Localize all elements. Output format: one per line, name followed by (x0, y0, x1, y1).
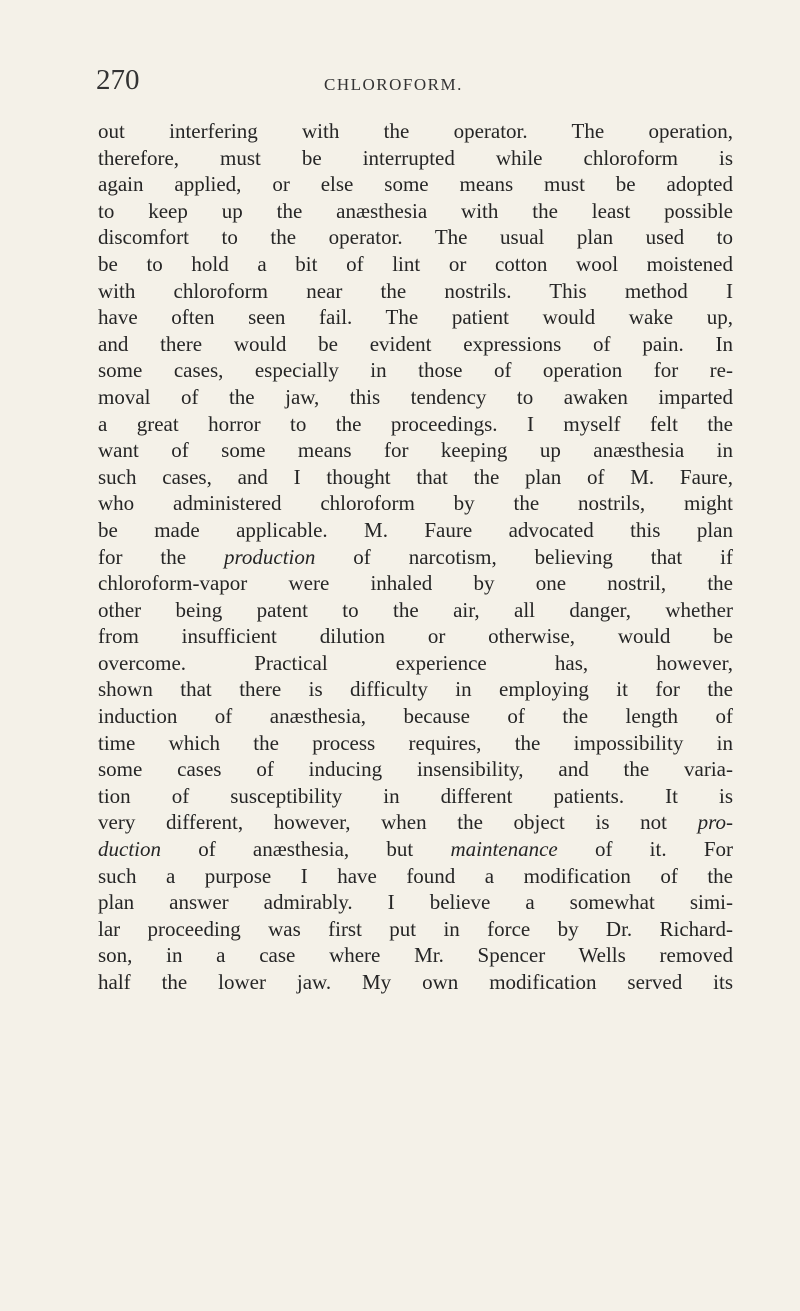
text-line: half the lower jaw. My own modification served its (98, 970, 733, 994)
text-segment: for the (98, 544, 224, 569)
italic-text: pro- (697, 810, 733, 835)
text-line: chloroform-vapor were inhaled by one nostril, the (98, 571, 733, 596)
text-line: induction of anæsthesia, because of the length of (98, 704, 733, 729)
text-segment: very different, however, when the object is not (98, 810, 698, 835)
text-segment: of anæsthesia, but (161, 837, 451, 862)
text-line: therefore, must be interrupted while chloroform is (98, 145, 733, 170)
text-line: lar proceeding was first put in force by Dr. Richard- (98, 916, 733, 941)
text-line: again applied, or else some means must be adopted (98, 172, 733, 197)
text-line: other being patent to the air, all danger, whether (98, 597, 733, 622)
text-line: out interfering with the operator. The operation, (98, 119, 733, 143)
text-line (98, 836, 733, 863)
text-line (98, 809, 733, 836)
text-line: some cases, especially in those of operation for re- (98, 358, 733, 383)
text-line: shown that there is difficulty in employing it for the (98, 677, 733, 702)
text-line: who administered chloroform by the nostrils, might (98, 491, 733, 516)
text-segment: of narcotism, believing that if (315, 544, 733, 569)
text-line: a great horror to the proceedings. I myself felt the (98, 411, 733, 436)
body-text (98, 118, 733, 996)
text-segment: of it. For (557, 837, 733, 862)
text-line: be made applicable. M. Faure advocated this plan (98, 517, 733, 542)
text-line: discomfort to the operator. The usual plan used to (98, 225, 733, 250)
text-line: some cases of inducing insensibility, and the varia- (98, 757, 733, 782)
text-line: to keep up the anæsthesia with the least possible (98, 198, 733, 223)
italic-text: production (223, 544, 316, 569)
text-line: plan answer admirably. I believe a somewhat simi- (98, 890, 733, 915)
text-line: have often seen fail. The patient would wake up, (98, 305, 733, 330)
text-line (98, 544, 733, 571)
page-number: 270 (96, 64, 140, 96)
text-line: time which the process requires, the impossibility in (98, 730, 733, 755)
italic-text: duction (98, 837, 161, 862)
text-line: want of some means for keeping up anæsthesia in (98, 438, 733, 463)
text-line: from insufficient dilution or otherwise, would be (98, 624, 733, 649)
italic-text: maintenance (450, 837, 558, 862)
text-line: and there would be evident expressions of pain. In (98, 331, 733, 356)
text-line: tion of susceptibility in different patients. It is (98, 783, 733, 808)
running-title: CHLOROFORM. (324, 75, 463, 94)
text-line: be to hold a bit of lint or cotton wool moistened (98, 251, 733, 276)
text-line: overcome. Practical experience has, however, (98, 650, 733, 675)
text-line: son, in a case where Mr. Spencer Wells removed (98, 943, 733, 968)
text-line: such a purpose I have found a modification of the (98, 863, 733, 888)
text-line: moval of the jaw, this tendency to awaken imparted (98, 384, 733, 409)
text-line: with chloroform near the nostrils. This method I (98, 278, 733, 303)
text-line: such cases, and I thought that the plan of M. Faure, (98, 464, 733, 489)
